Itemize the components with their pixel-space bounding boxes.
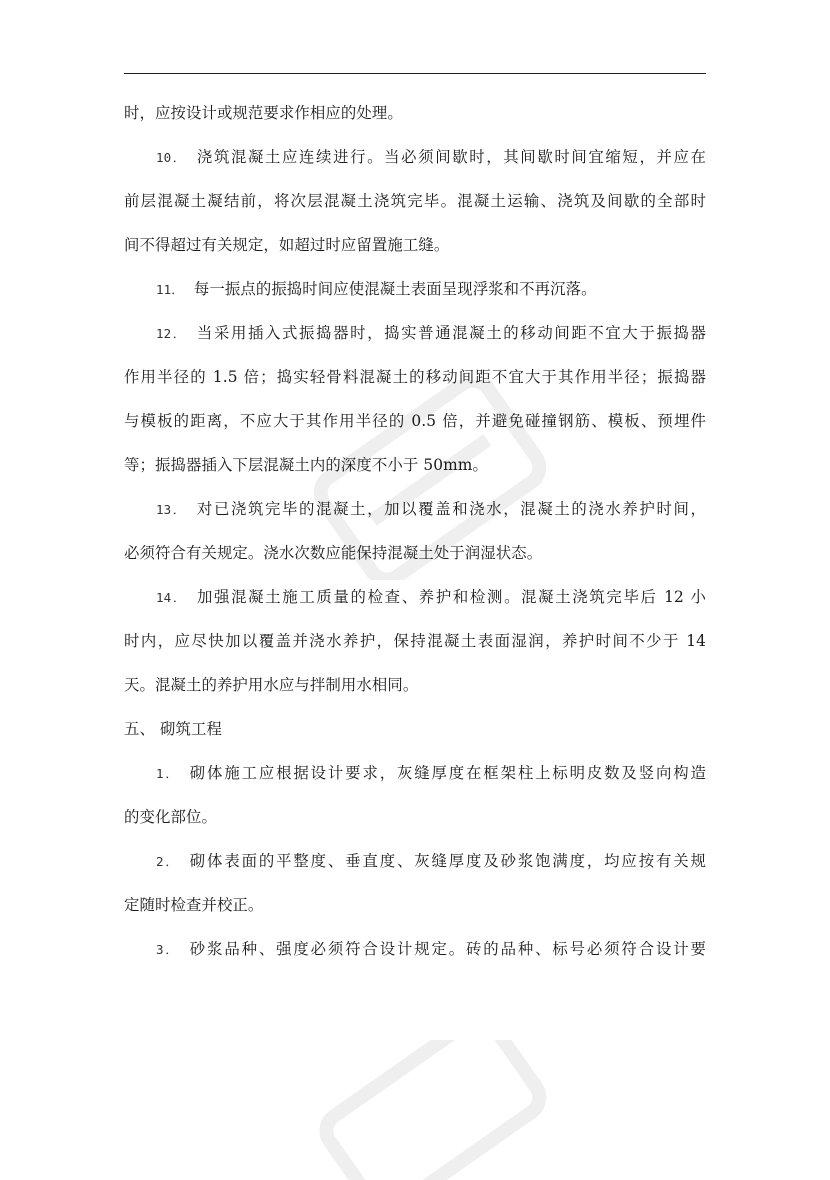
text-line: 砌体施工应根据设计要求，灰缝厚度在框架柱上标明皮数及竖向构造 <box>189 764 706 782</box>
list-item-11 <box>124 271 706 307</box>
text-line: 间不得超过有关规定，如超过时应留置施工缝。 <box>124 236 450 254</box>
text-line: 对已浇筑完毕的混凝土，加以覆盖和浇水，混凝土的浇水养护时间， <box>196 500 706 518</box>
text-line: 当采用插入式振捣器时，捣实普通混凝土的移动间距不宜大于振捣器 <box>196 324 706 342</box>
item-number: 12． <box>156 326 187 341</box>
item-number: 14． <box>156 590 187 605</box>
text-line: 天。混凝土的养护用水应与拌制用水相同。 <box>124 676 419 694</box>
item-number: 10． <box>156 150 187 165</box>
list-item-13 <box>124 491 706 527</box>
text-line: 必须符合有关规定。浇水次数应能保持混凝土处于润湿状态。 <box>124 544 543 562</box>
list-item-14 <box>124 579 706 615</box>
text-line: 砂浆品种、强度必须符合设计规定。砖的品种、标号必须符合设计要 <box>189 940 706 958</box>
watermark-graphic-bottom <box>300 1040 560 1180</box>
section-heading: 五、 砌筑工程 <box>124 720 222 738</box>
list-item-2 <box>124 843 706 879</box>
text-line: 加强混凝土施工质量的检查、养护和检测。混凝土浇筑完毕后 12 小 <box>197 588 706 606</box>
list-item-1 <box>124 755 706 791</box>
item-number: 3． <box>156 942 180 957</box>
text-line: 砌体表面的平整度、垂直度、灰缝厚度及砂浆饱满度，均应按有关规 <box>189 852 706 870</box>
item-number: 1． <box>156 766 180 781</box>
document-body <box>124 95 706 967</box>
text-line: 时内，应尽快加以覆盖并浇水养护，保持混凝土表面湿润，养护时间不少于 14 <box>124 632 706 650</box>
header-rule <box>124 73 706 74</box>
text-line: 每一振点的振捣时间应使混凝土表面呈现浮浆和不再沉落。 <box>193 280 597 298</box>
text-line: 的变化部位。 <box>124 808 217 826</box>
item-number: 2． <box>156 854 180 869</box>
text-line: 时，应按设计或规范要求作相应的处理。 <box>124 104 403 122</box>
text-line: 前层混凝土凝结前，将次层混凝土浇筑完毕。混凝土运输、浇筑及间歇的全部时 <box>124 192 706 210</box>
item-number: 13． <box>156 502 187 517</box>
list-item-3 <box>124 931 706 967</box>
text-line: 与模板的距离，不应大于其作用半径的 0.5 倍，并避免碰撞钢筋、模板、预埋件 <box>124 412 706 430</box>
text-line: 定随时检查并校正。 <box>124 896 264 914</box>
list-item-10 <box>124 139 706 175</box>
text-line: 等；振捣器插入下层混凝土内的深度不小于 50mm。 <box>124 456 488 474</box>
list-item-12 <box>124 315 706 351</box>
item-number: 11． <box>156 282 184 297</box>
text-line: 浇筑混凝土应连续进行。当必须间歇时，其间歇时间宜缩短，并应在 <box>196 148 706 166</box>
text-line: 作用半径的 1.5 倍；捣实轻骨料混凝土的移动间距不宜大于其作用半径；振捣器 <box>124 368 706 386</box>
